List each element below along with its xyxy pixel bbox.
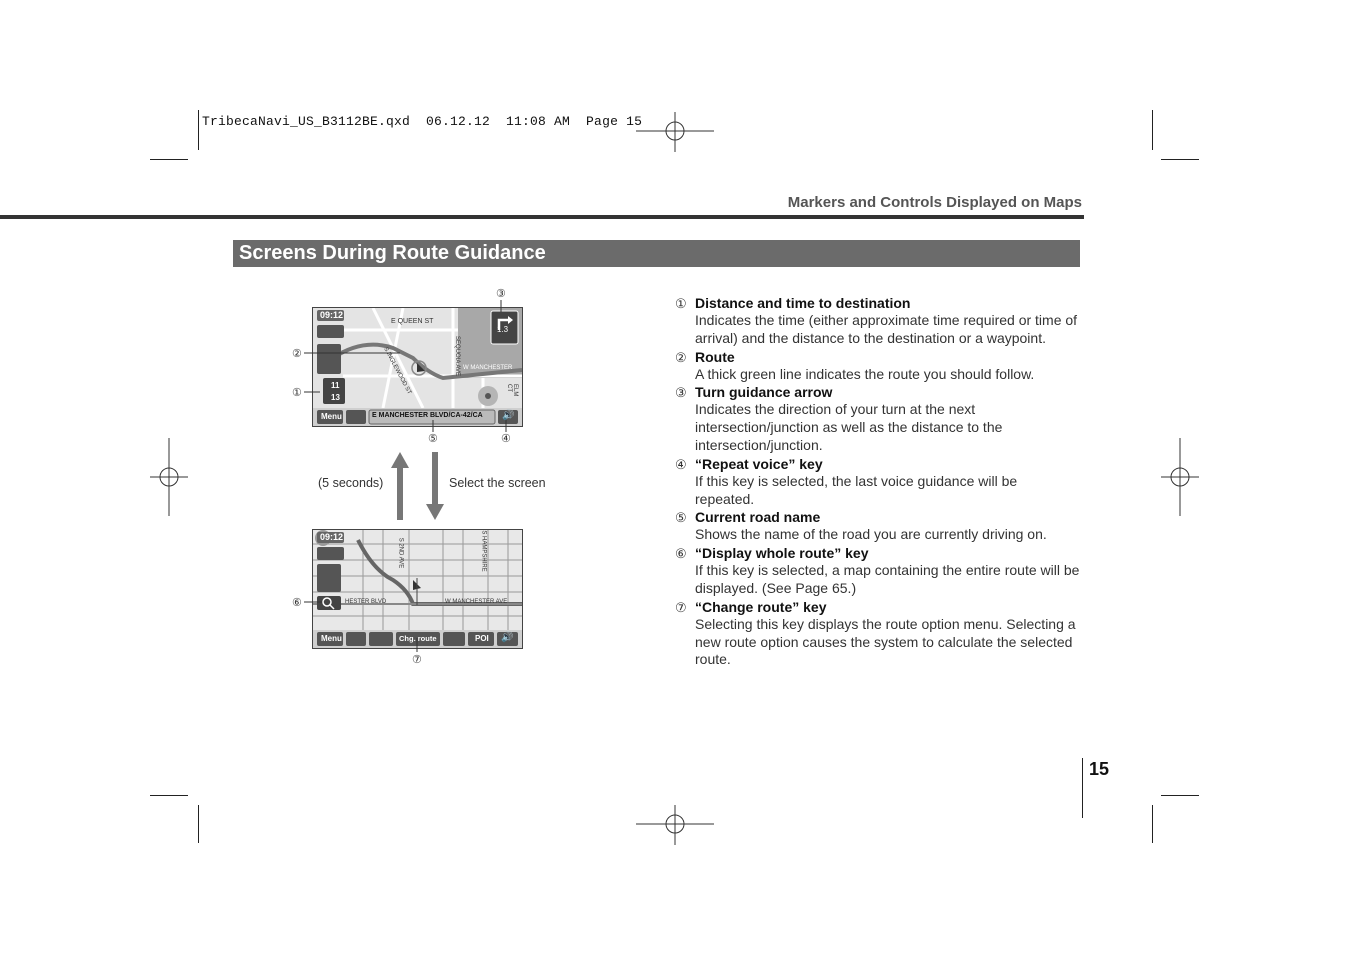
caption-select-screen: Select the screen xyxy=(449,476,546,490)
item-title: Distance and time to destination xyxy=(695,295,911,311)
item-description: Indicates the direction of your turn at the next intersection/junction as well as the distance to the intersection/junction. xyxy=(695,401,1003,453)
crop-mark xyxy=(198,110,199,150)
repeat-voice-icon[interactable]: 🔊 xyxy=(501,632,514,643)
item-list xyxy=(675,295,1085,670)
crop-mark xyxy=(150,159,188,160)
distance-value: 13 xyxy=(331,393,340,402)
list-item xyxy=(675,509,1085,544)
list-item xyxy=(675,599,1085,669)
callout-2: ② xyxy=(292,348,302,360)
top-time-label: 09:12 xyxy=(320,310,344,320)
item-number: ⑦ xyxy=(675,599,687,615)
item-title: Route xyxy=(695,348,735,365)
item-description: Selecting this key displays the route option menu. Selecting a new route option causes the system to calculate the selected route. xyxy=(695,615,1076,668)
bottom-time-label: 09:12 xyxy=(320,532,344,542)
current-road-name: E MANCHESTER BLVD/CA-42/CA xyxy=(372,412,483,419)
street-label: W MANCHESTER AVE xyxy=(445,599,508,605)
item-number: ⑥ xyxy=(675,546,687,562)
page-number-rule xyxy=(1082,758,1083,818)
distance-value: 11 xyxy=(331,381,340,390)
street-label: W MANCHESTER xyxy=(463,365,513,371)
caption-five-seconds: (5 seconds) xyxy=(318,476,384,490)
item-description: If this key is selected, the last voice guidance will be repeated. xyxy=(695,472,1018,507)
crop-mark xyxy=(1152,805,1153,843)
item-title: “Display whole route” key xyxy=(695,545,869,562)
callout-7: ⑦ xyxy=(412,654,422,666)
item-description: Shows the name of the road you are currently driving on. xyxy=(695,526,1047,543)
registration-mark-icon xyxy=(150,438,188,516)
callout-4: ④ xyxy=(501,433,511,445)
street-label: S 2ND AVE xyxy=(397,537,404,569)
registration-mark-icon xyxy=(636,112,714,152)
menu-button[interactable]: Menu xyxy=(321,634,342,643)
poi-button[interactable]: POI xyxy=(475,634,489,643)
item-number: ② xyxy=(675,349,687,365)
callout-5: ⑤ xyxy=(428,433,438,445)
item-description: If this key is selected, a map containing the entire route will be displayed. (See Page 65.) xyxy=(695,562,1080,596)
item-description: Indicates the time (either approximate time required or time of arrival) and the distance to the destination or a waypoint. xyxy=(695,312,1078,346)
street-label: E QUEEN ST xyxy=(391,318,434,325)
list-item xyxy=(675,384,1085,454)
item-description: A thick green line indicates the route you should follow. xyxy=(695,365,1035,382)
street-label: SEQUOIA AVE xyxy=(453,336,460,376)
item-title: “Change route” key xyxy=(695,598,827,615)
repeat-voice-icon[interactable]: 🔊 xyxy=(502,410,515,421)
crop-mark xyxy=(198,805,199,843)
item-number: ① xyxy=(675,296,687,311)
item-title: Current road name xyxy=(695,509,821,526)
callout-3: ③ xyxy=(496,288,506,300)
callout-6: ⑥ xyxy=(292,597,302,609)
page-number: 15 xyxy=(1089,759,1110,779)
change-route-button[interactable]: Chg. route xyxy=(399,634,437,643)
leader-lines xyxy=(280,280,540,450)
file-slug: TribecaNavi_US_B3112BE.qxd 06.12.12 11:08 AM Page 15 xyxy=(202,114,643,129)
item-number: ③ xyxy=(675,385,687,401)
menu-button[interactable]: Menu xyxy=(321,412,342,421)
section-title: Screens During Route Guidance xyxy=(239,242,546,264)
list-item xyxy=(675,456,1085,509)
crop-mark xyxy=(1152,110,1153,150)
crop-mark xyxy=(1161,159,1199,160)
header-rule xyxy=(0,215,1084,219)
crop-mark xyxy=(150,795,188,796)
street-label: ELM CT xyxy=(506,384,518,397)
street-label: HESTER BLVD xyxy=(345,599,387,605)
item-title: “Repeat voice” key xyxy=(695,455,823,472)
street-label: S INGLEWOOD ST xyxy=(382,346,413,396)
arrow-up-icon xyxy=(391,452,409,520)
item-number: ④ xyxy=(675,456,687,472)
item-title: Turn guidance arrow xyxy=(695,384,833,401)
list-item xyxy=(675,349,1085,384)
registration-mark-icon xyxy=(1161,438,1199,516)
turn-distance-label: 1.3 xyxy=(497,325,509,334)
callout-1: ① xyxy=(292,387,302,399)
section-bar xyxy=(233,240,1080,267)
street-label: S HAMPSHIRE xyxy=(480,530,487,572)
item-number: ⑤ xyxy=(675,510,687,526)
running-head: Markers and Controls Displayed on Maps xyxy=(787,194,1082,211)
list-item xyxy=(675,295,1085,348)
list-item xyxy=(675,545,1085,598)
arrow-down-icon xyxy=(426,452,444,520)
crop-mark xyxy=(1161,795,1199,796)
leader-lines xyxy=(280,590,440,660)
registration-mark-icon xyxy=(636,805,714,845)
